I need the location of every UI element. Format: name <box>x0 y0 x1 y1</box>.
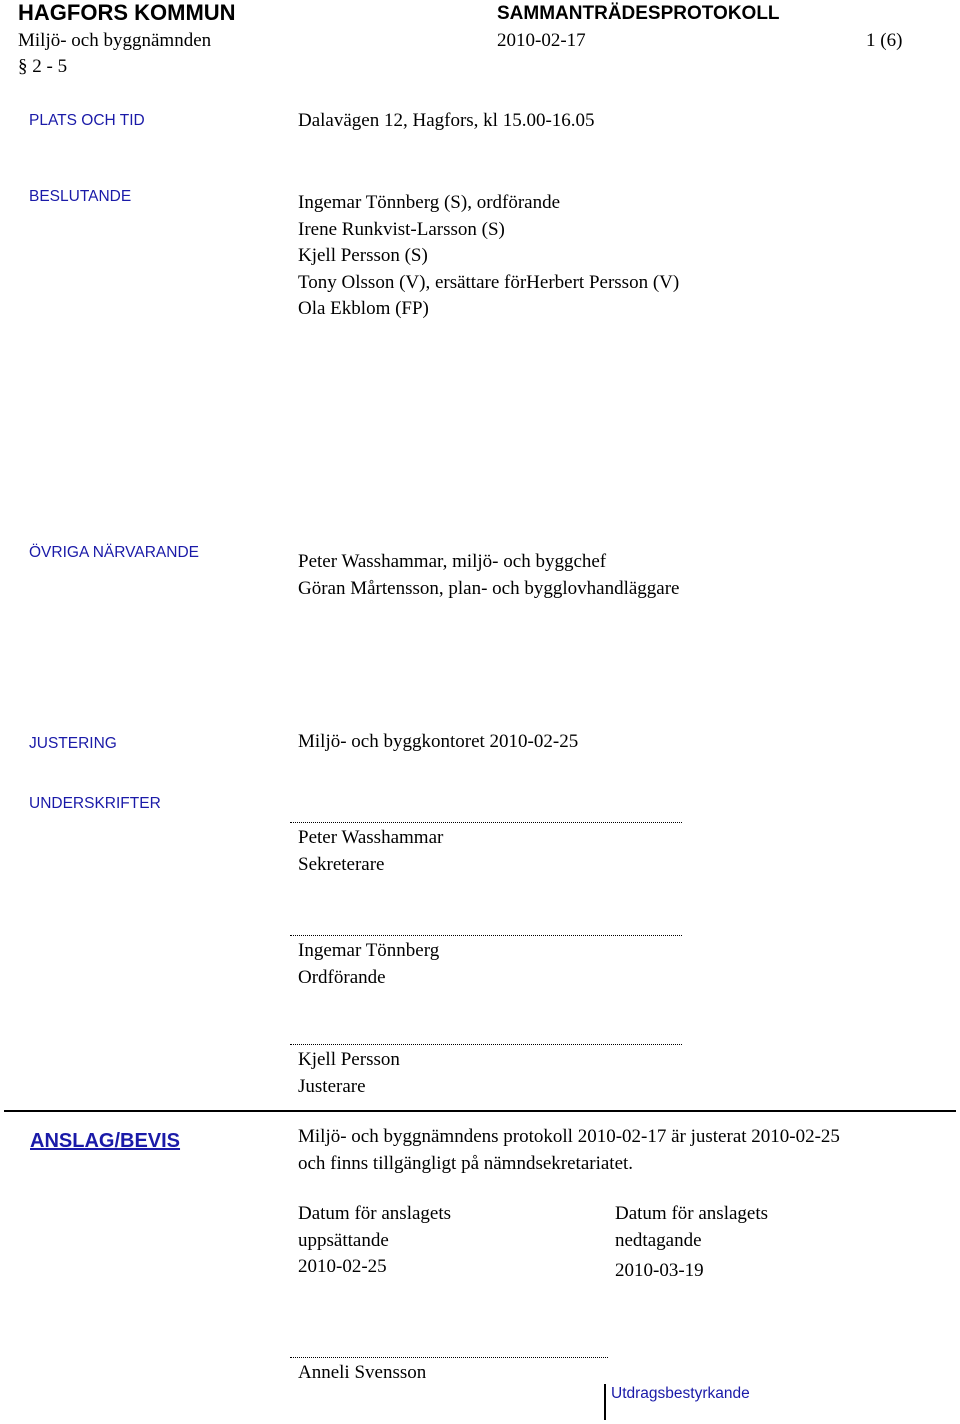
removed-date-block <box>615 1201 768 1285</box>
signature-line <box>290 1357 608 1358</box>
notice-text <box>298 1124 840 1177</box>
meeting-date: 2010-02-17 <box>497 30 586 51</box>
signer-role: Sekreterare <box>298 853 385 875</box>
deciders-list <box>298 190 679 323</box>
signer-role: Justerare <box>298 1075 366 1097</box>
place-value: Dalavägen 12, Hagfors, kl 15.00-16.05 <box>298 110 595 131</box>
doc-type: SAMMANTRÄDESPROTOKOLL <box>497 3 780 24</box>
signatures-label: UNDERSKRIFTER <box>29 795 161 812</box>
decider-line: Tony Olsson (V), ersättare förHerbert Persson (V) <box>298 271 680 293</box>
decider-line: Ola Ekblom (FP) <box>298 298 429 319</box>
decider-line: Ingemar Tönnberg (S), ordförande <box>298 192 561 213</box>
removed-date-label: Datum för anslagets <box>615 1203 769 1224</box>
org-name: HAGFORS KOMMUN <box>18 0 236 25</box>
removed-date-value: 2010-03-19 <box>615 1260 704 1281</box>
deciders-label: BESLUTANDE <box>29 188 132 205</box>
signer-block <box>298 938 439 991</box>
posted-date-label: Datum för anslagets <box>298 1203 452 1224</box>
removed-date-label: nedtagande <box>615 1229 702 1251</box>
signature-line <box>290 935 682 936</box>
signer-name: Kjell Persson <box>298 1049 400 1070</box>
notice-line: Miljö- och byggnämndens protokoll 2010-02-17 är justerat 2010-02-25 <box>298 1126 840 1147</box>
certify-box-rule <box>604 1384 606 1420</box>
decider-line: Irene Runkvist-Larsson (S) <box>298 218 505 240</box>
signature-line <box>290 822 682 823</box>
notice-label: ANSLAG/BEVIS <box>30 1130 181 1152</box>
paragraph-range: § 2 - 5 <box>18 56 68 77</box>
section-divider <box>4 1110 956 1112</box>
posted-date-value: 2010-02-25 <box>298 1256 387 1277</box>
place-label: PLATS OCH TID <box>29 112 145 129</box>
others-label: ÖVRIGA NÄRVARANDE <box>29 544 199 561</box>
signer-name: Ingemar Tönnberg <box>298 940 440 961</box>
certify-label: Utdragsbestyrkande <box>611 1385 750 1402</box>
signer-name: Peter Wasshammar <box>298 827 444 848</box>
signer-block <box>298 825 443 878</box>
posted-date-block <box>298 1201 451 1281</box>
notice-line: och finns tillgängligt på nämndsekretariatet. <box>298 1152 634 1174</box>
notice-signer: Anneli Svensson <box>298 1362 427 1383</box>
page-number: 1 (6) <box>866 30 903 51</box>
posted-date-label: uppsättande <box>298 1229 389 1251</box>
decider-line: Kjell Persson (S) <box>298 245 428 266</box>
committee-name: Miljö- och byggnämnden <box>18 30 212 51</box>
others-list <box>298 549 679 602</box>
other-line: Göran Mårtensson, plan- och bygglovhandläggare <box>298 577 680 599</box>
adjustment-label: JUSTERING <box>29 735 117 752</box>
adjustment-value: Miljö- och byggkontoret 2010-02-25 <box>298 731 579 752</box>
other-line: Peter Wasshammar, miljö- och byggchef <box>298 551 607 572</box>
signer-role: Ordförande <box>298 966 386 988</box>
signature-line <box>290 1044 682 1045</box>
signer-block <box>298 1047 400 1100</box>
